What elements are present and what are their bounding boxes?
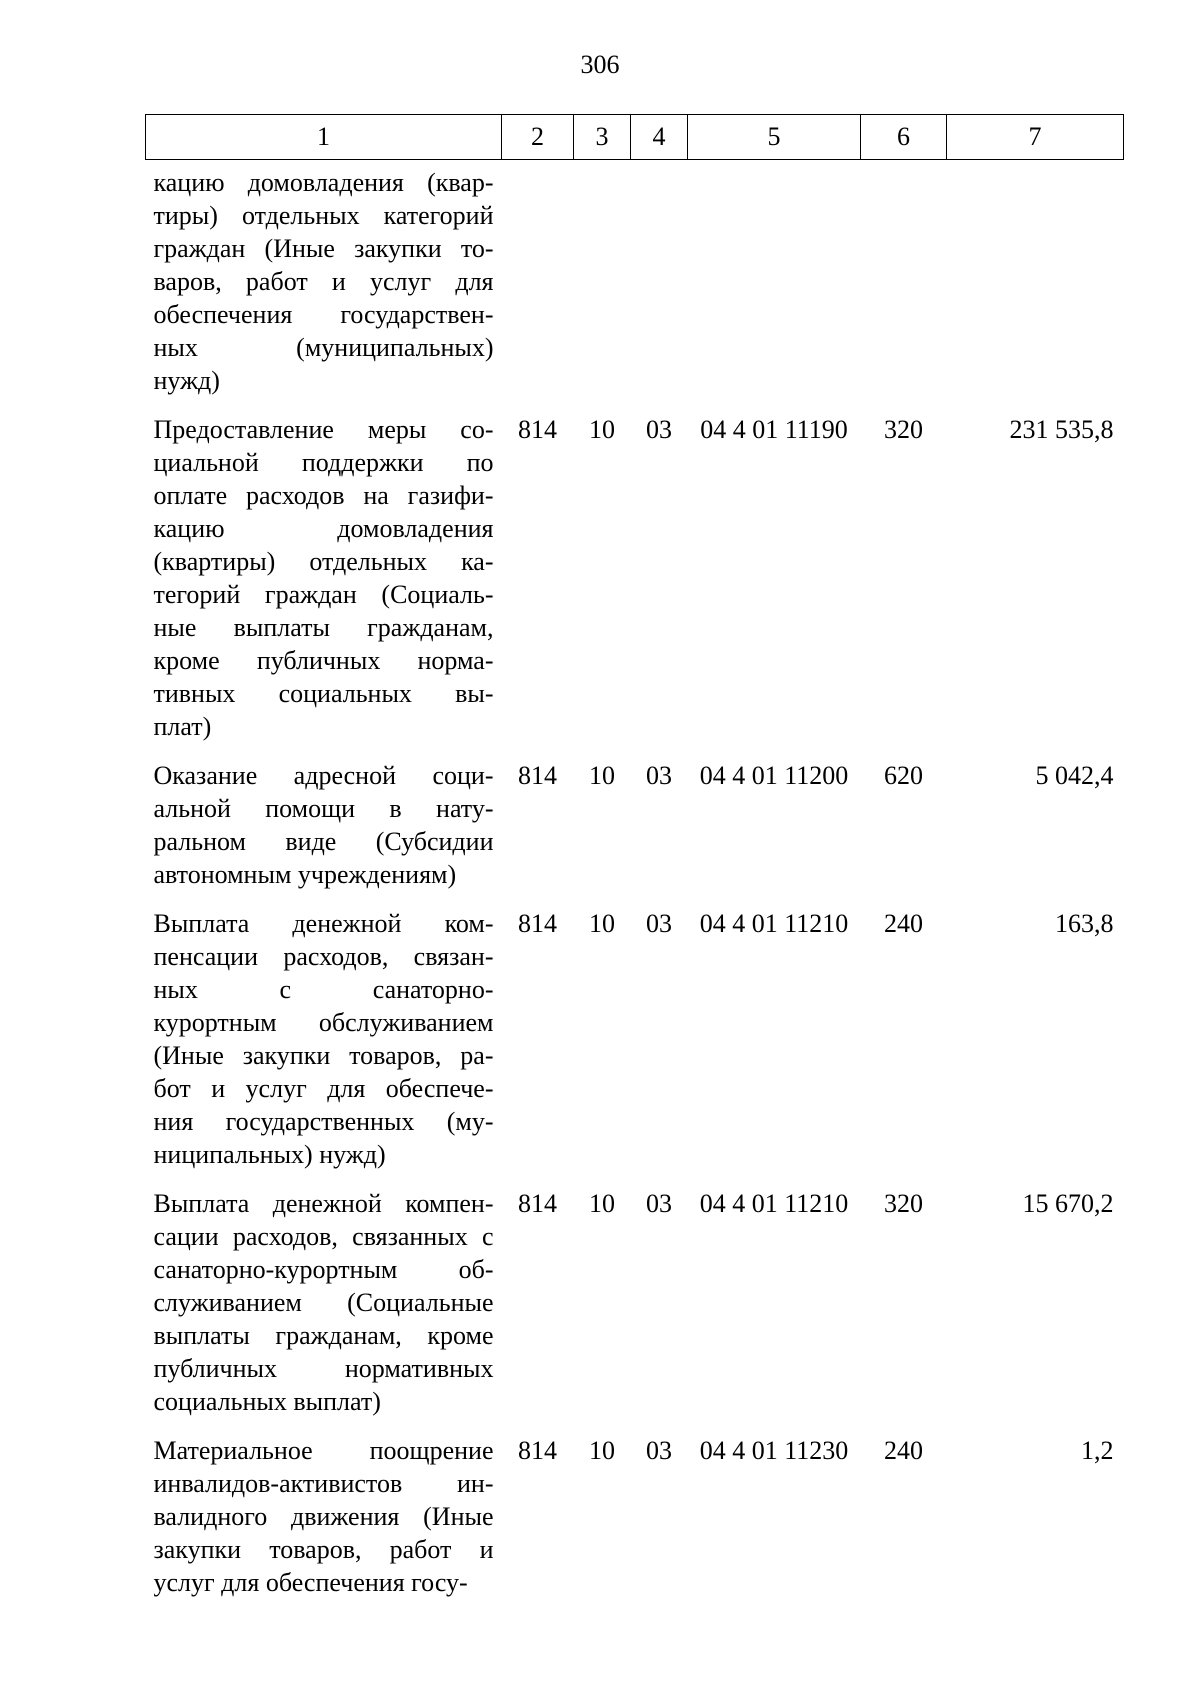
row-spacer xyxy=(146,891,1124,907)
row-spacer-cell xyxy=(146,891,1124,907)
expense-type-code: 240 xyxy=(884,909,923,938)
header-col-6: 6 xyxy=(861,115,947,160)
row-spacer-cell xyxy=(146,1418,1124,1434)
expense-item-name-line: плат) xyxy=(153,712,212,741)
header-col-2: 2 xyxy=(502,115,574,160)
table-row xyxy=(146,160,1124,398)
expense-item-name-line: (Иные закупки товаров, ра- xyxy=(153,1041,494,1070)
ministry-code: 814 xyxy=(518,761,557,790)
expense-item-name-line: услуг для обеспечения госу- xyxy=(153,1568,468,1597)
expense-item-name-line: тиры) отдельных категорий xyxy=(153,201,494,230)
table-header-row xyxy=(146,115,1124,160)
expense-item-name-line: кроме публичных норма- xyxy=(153,646,494,675)
expense-item-name-line: закупки товаров, работ и xyxy=(153,1535,494,1564)
section-code: 10 xyxy=(589,909,615,938)
expense-item-name-line: автономным учреждениям) xyxy=(153,860,457,889)
row-spacer-cell xyxy=(146,743,1124,759)
subsection-code: 03 xyxy=(646,761,672,790)
amount: 1,2 xyxy=(1081,1436,1114,1465)
amount: 5 042,4 xyxy=(1035,761,1114,790)
table-body xyxy=(146,160,1124,1600)
section-code: 10 xyxy=(589,1436,615,1465)
amount: 163,8 xyxy=(1055,909,1114,938)
amount: 15 670,2 xyxy=(1022,1189,1114,1218)
target-article-code: 04 4 01 11190 xyxy=(700,415,848,444)
row-spacer xyxy=(146,743,1124,759)
ministry-code xyxy=(502,160,574,398)
expense-item-name-line: ных с санаторно- xyxy=(153,975,494,1004)
expense-item-name xyxy=(146,759,502,891)
section-code xyxy=(574,160,631,398)
row-spacer-cell xyxy=(146,397,1124,413)
expense-item-name-line: служиванием (Социальные xyxy=(153,1288,494,1317)
expense-item-name-line: бот и услуг для обеспече- xyxy=(153,1074,494,1103)
expense-item-name xyxy=(146,1187,502,1418)
expense-item-name-line: пенсации расходов, связан- xyxy=(153,942,494,971)
expense-item-name-line: сации расходов, связанных с xyxy=(153,1222,494,1251)
expense-type-code xyxy=(861,160,947,398)
expense-item-name-line: ральном виде (Субсидии xyxy=(153,827,494,856)
expense-item-name-line: ные выплаты гражданам, xyxy=(153,613,494,642)
expense-item-name-line: ных (муниципальных) xyxy=(153,333,494,362)
subsection-code: 03 xyxy=(646,1189,672,1218)
table-row xyxy=(146,759,1124,891)
amount: 231 535,8 xyxy=(1009,415,1114,444)
target-article-code: 04 4 01 11210 xyxy=(699,909,849,938)
expense-item-name-line: социальных выплат) xyxy=(153,1387,381,1416)
section-code: 10 xyxy=(589,415,615,444)
row-spacer xyxy=(146,1418,1124,1434)
subsection-code: 03 xyxy=(646,415,672,444)
expense-item-name xyxy=(146,1434,502,1599)
expense-type-code: 240 xyxy=(884,1436,923,1465)
row-spacer xyxy=(146,397,1124,413)
expense-item-name xyxy=(146,413,502,743)
expense-type-code: 320 xyxy=(884,1189,923,1218)
header-col-5: 5 xyxy=(688,115,861,160)
expense-item-name xyxy=(146,907,502,1171)
expense-item-name-line: тивных социальных вы- xyxy=(153,679,494,708)
expense-item-name-line: ниципальных) нужд) xyxy=(153,1140,386,1169)
table-row xyxy=(146,907,1124,1171)
table-row xyxy=(146,413,1124,743)
expense-item-name-line: Выплата денежной ком- xyxy=(153,909,494,938)
expense-type-code: 320 xyxy=(884,415,923,444)
expense-item-name-line: публичных нормативных xyxy=(153,1354,494,1383)
expense-item-name-line: валидного движения (Иные xyxy=(153,1502,494,1531)
ministry-code: 814 xyxy=(518,909,557,938)
target-article-code: 04 4 01 11210 xyxy=(699,1189,849,1218)
budget-table xyxy=(145,114,1124,1599)
ministry-code: 814 xyxy=(518,1189,557,1218)
table-row xyxy=(146,1434,1124,1599)
expense-item-name-line: кацию домовладения xyxy=(153,514,494,543)
target-article-code xyxy=(688,160,861,398)
expense-item-name-line: Предоставление меры со- xyxy=(153,415,494,444)
expense-item-name-line: (квартиры) отдельных ка- xyxy=(153,547,494,576)
target-article-code: 04 4 01 11230 xyxy=(699,1436,849,1465)
expense-item-name-line: нужд) xyxy=(153,366,220,395)
expense-item-name-line: Выплата денежной компен- xyxy=(153,1189,494,1218)
section-code: 10 xyxy=(589,1189,615,1218)
row-spacer-cell xyxy=(146,1171,1124,1187)
page-number: 306 xyxy=(580,50,620,79)
header-col-1: 1 xyxy=(146,115,502,160)
expense-item-name-line: варов, работ и услуг для xyxy=(153,267,494,296)
expense-item-name-line: тегорий граждан (Социаль- xyxy=(153,580,494,609)
expense-item-name-line: альной помощи в нату- xyxy=(153,794,494,823)
expense-item-name-line: обеспечения государствен- xyxy=(153,300,494,329)
expense-item-name-line: оплате расходов на газифи- xyxy=(153,481,494,510)
subsection-code: 03 xyxy=(646,1436,672,1465)
expense-item-name-line: курортным обслуживанием xyxy=(153,1008,494,1037)
expense-item-name-line: граждан (Иные закупки то- xyxy=(153,234,494,263)
expense-item-name-line: санаторно-курортным об- xyxy=(153,1255,494,1284)
table-row xyxy=(146,1187,1124,1418)
amount xyxy=(947,160,1124,398)
target-article-code: 04 4 01 11200 xyxy=(699,761,849,790)
section-code: 10 xyxy=(589,761,615,790)
header-col-7: 7 xyxy=(947,115,1124,160)
header-col-4: 4 xyxy=(631,115,688,160)
ministry-code: 814 xyxy=(518,415,557,444)
expense-item-name xyxy=(146,160,502,398)
subsection-code: 03 xyxy=(646,909,672,938)
row-spacer xyxy=(146,1171,1124,1187)
expense-item-name-line: ния государственных (му- xyxy=(153,1107,494,1136)
expense-item-name-line: Материальное поощрение xyxy=(153,1436,494,1465)
expense-item-name-line: кацию домовладения (квар- xyxy=(153,168,494,197)
expense-item-name-line: выплаты гражданам, кроме xyxy=(153,1321,494,1350)
expense-type-code: 620 xyxy=(884,761,923,790)
subsection-code xyxy=(631,160,688,398)
header-col-3: 3 xyxy=(574,115,631,160)
expense-item-name-line: Оказание адресной соци- xyxy=(153,761,494,790)
ministry-code: 814 xyxy=(518,1436,557,1465)
expense-item-name-line: циальной поддержки по xyxy=(153,448,494,477)
expense-item-name-line: инвалидов-активистов ин- xyxy=(153,1469,494,1498)
